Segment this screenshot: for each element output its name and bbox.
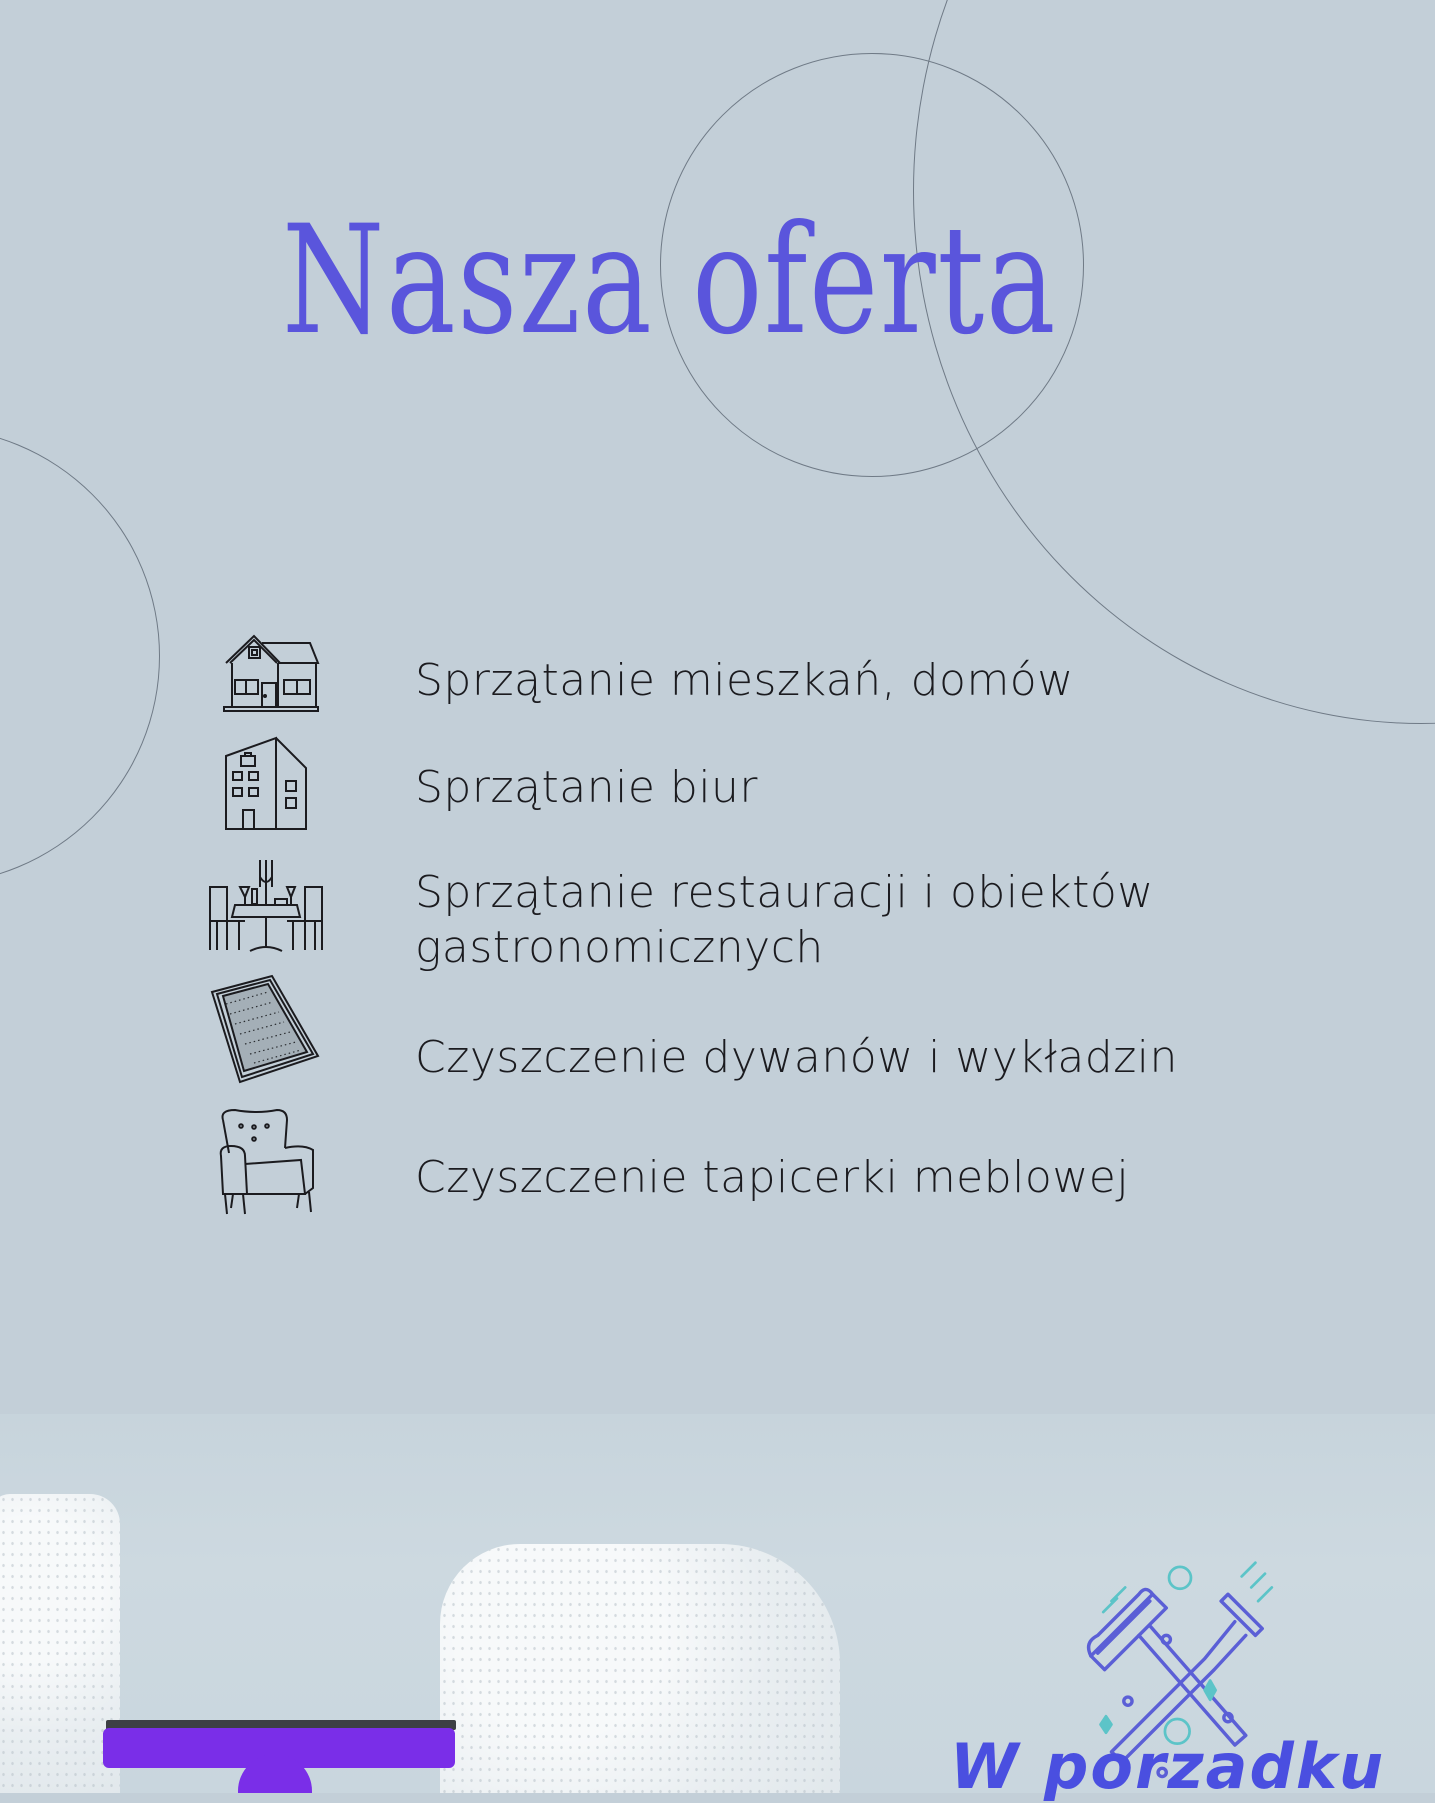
- service-label: Czyszczenie dywanów i wykładzin: [415, 1032, 1178, 1083]
- carpet-icon: [210, 974, 322, 1084]
- service-label: Sprzątanie mieszkań, domów: [415, 655, 1074, 706]
- brand-name: W porzadku: [950, 1730, 1386, 1803]
- house-icon: [222, 633, 322, 715]
- restaurant-table-icon: [205, 857, 327, 952]
- service-label: Czyszczenie tapicerki meblowej: [415, 1152, 1130, 1203]
- decorative-circle-left: [0, 427, 160, 885]
- foam-left: [0, 1494, 120, 1793]
- service-label: Sprzątanie biur: [415, 762, 759, 813]
- service-label-continued: gastronomicznych: [415, 922, 824, 973]
- page-title: Nasza oferta: [282, 194, 1058, 368]
- armchair-icon: [215, 1108, 320, 1220]
- service-label: Sprzątanie restauracji i obiektów: [415, 867, 1154, 918]
- office-building-icon: [223, 736, 308, 831]
- foam-right: [440, 1544, 840, 1793]
